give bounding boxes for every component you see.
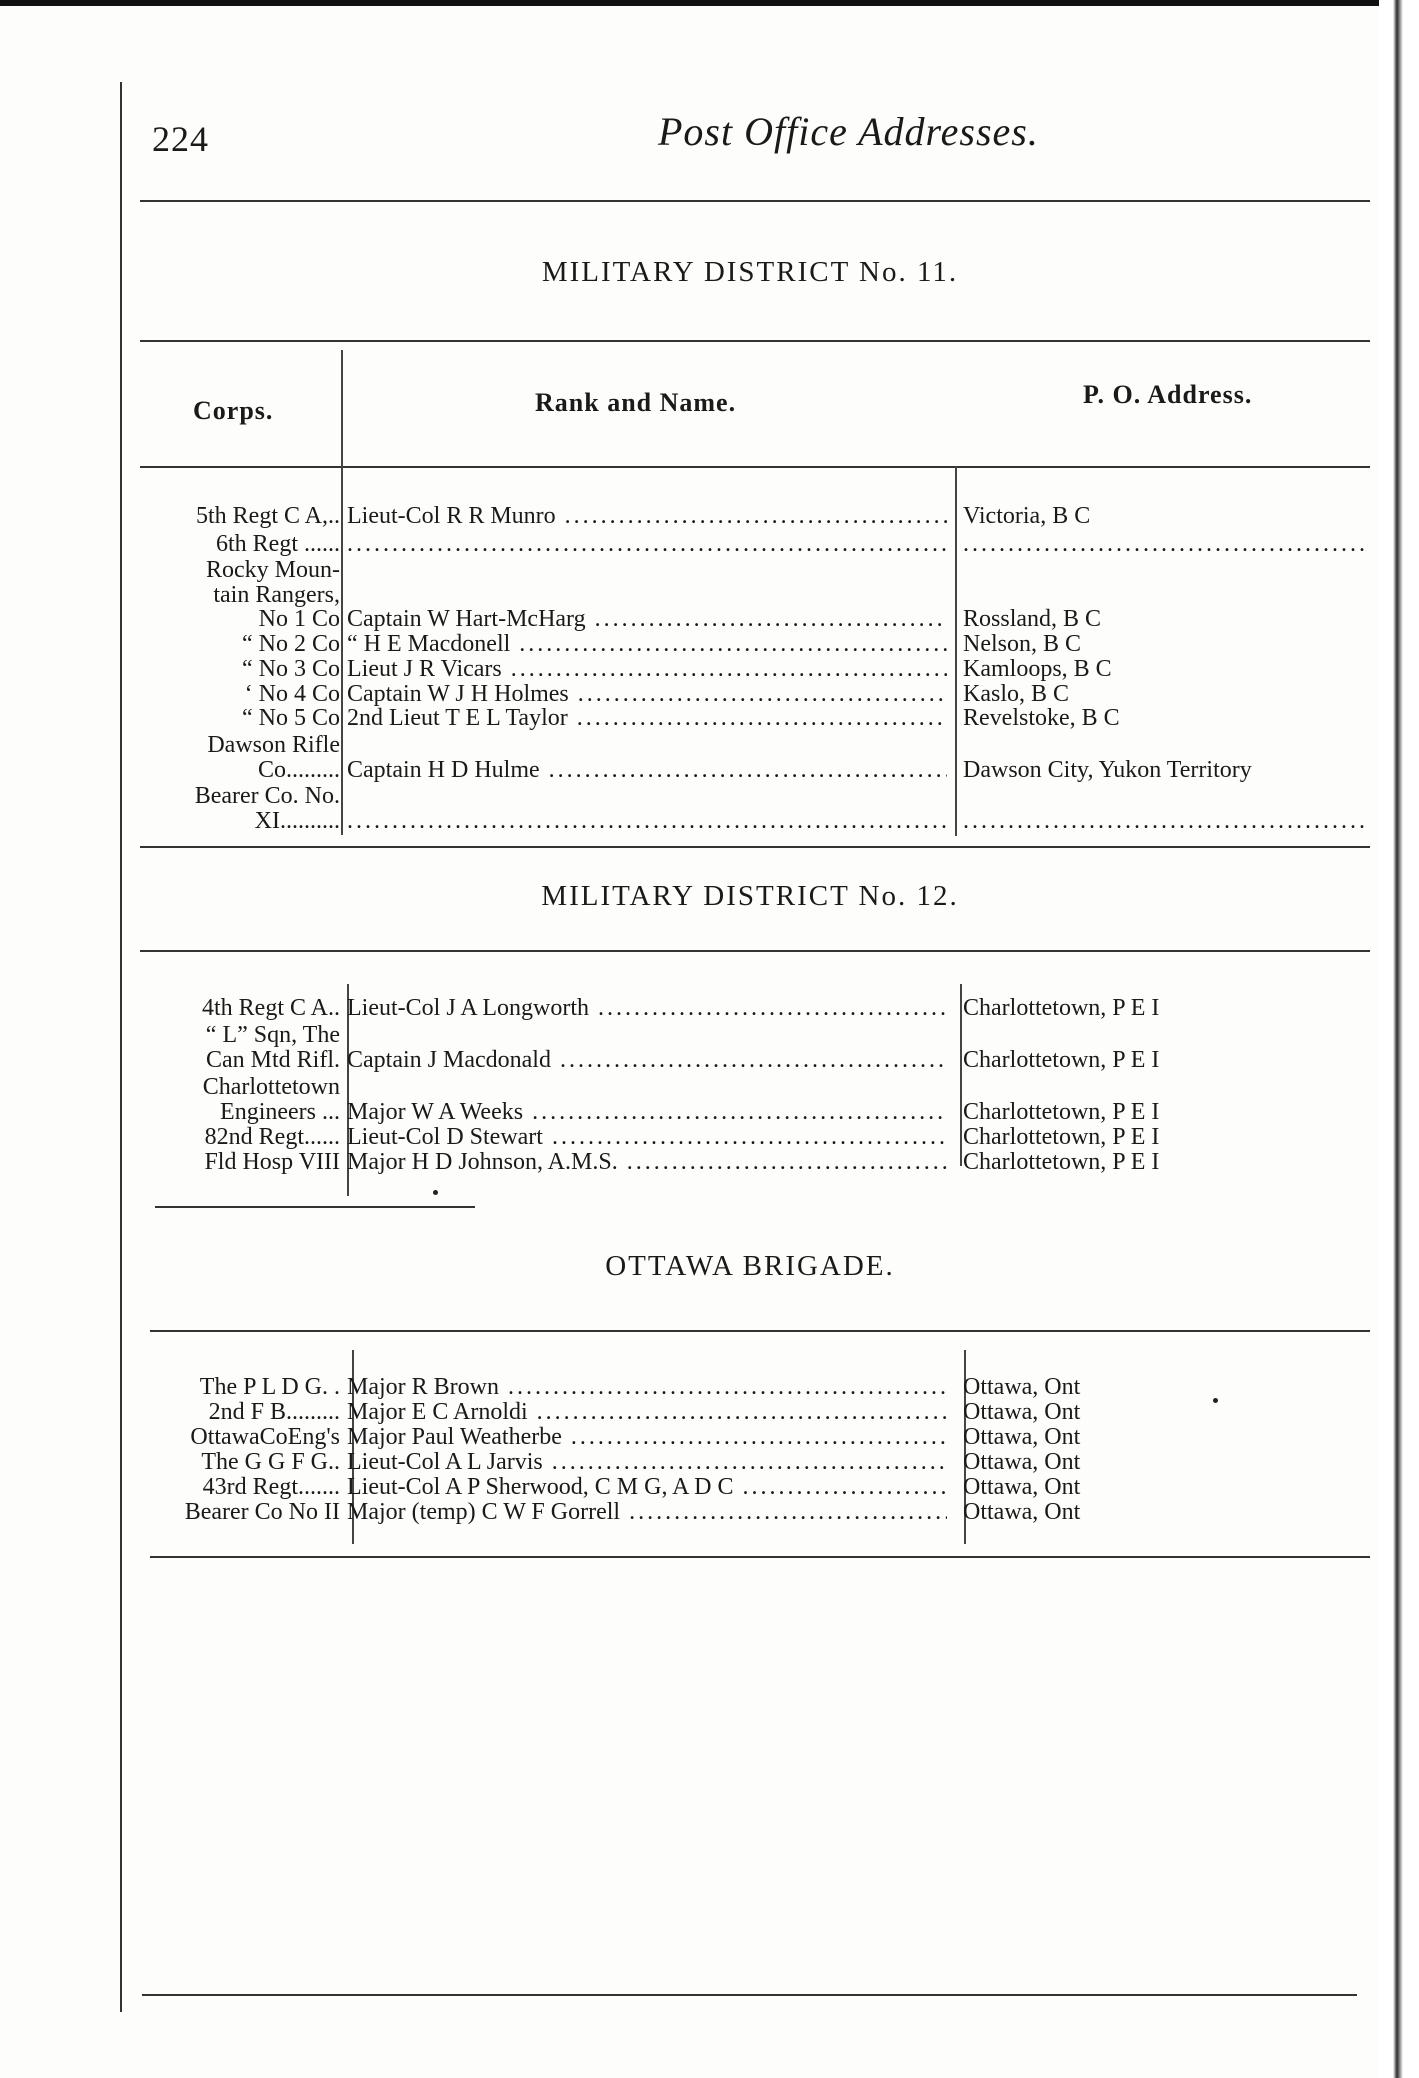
table-row <box>140 632 1368 657</box>
top-border <box>0 0 1419 6</box>
section-end-rule <box>155 1206 475 1208</box>
name-cell: Lieut-Col J A Longworth ..... <box>347 996 947 1021</box>
corps-cell: Co......... <box>257 758 340 783</box>
name-cell: Lieut-Col A L Jarvis ..... <box>347 1450 947 1475</box>
page-edge <box>1379 0 1419 2078</box>
section-title-district-11: MILITARY DISTRICT No. 11. <box>541 256 959 288</box>
address-cell: Charlottetown, P E I <box>963 1125 1160 1150</box>
name-cell: 2nd Lieut T E L Taylor ..... <box>347 706 947 731</box>
corps-cell: 82nd Regt...... <box>204 1125 340 1150</box>
corps-cell: Engineers ... <box>220 1100 340 1125</box>
address-cell: Ottawa, Ont <box>963 1450 1081 1475</box>
corps-cell: OttawaCoEng's <box>190 1425 340 1450</box>
name-cell: Major (temp) C W F Gorrell ..... <box>347 1500 947 1525</box>
address-cell: Charlottetown, P E I <box>963 996 1160 1021</box>
corps-cell: 6th Regt ...... <box>216 532 340 557</box>
name-cell: Major R Brown ..... <box>347 1375 947 1400</box>
column-head-po-address: P. O. Address. <box>1083 380 1253 409</box>
name-cell: Captain H D Hulme ..... <box>347 758 947 783</box>
table-top-rule <box>140 950 1370 952</box>
corps-cell: 43rd Regt....... <box>202 1475 340 1500</box>
name-cell: Captain J Macdonald ..... <box>347 1048 947 1073</box>
name-cell: “ H E Macdonell ..... <box>347 632 947 657</box>
corps-cell: Rocky Moun- <box>206 558 340 583</box>
address-cell: Dawson City, Yukon Territory <box>963 758 1252 783</box>
column-head-rule <box>140 466 1370 468</box>
corps-cell: Charlottetown <box>202 1075 340 1100</box>
address-cell: Ottawa, Ont <box>963 1400 1081 1425</box>
corps-cell: 4th Regt C A.. <box>201 996 340 1021</box>
ink-speck <box>433 1190 438 1195</box>
ink-speck <box>1213 1398 1218 1403</box>
table-row <box>140 1500 1368 1525</box>
table-row <box>140 1375 1368 1400</box>
corps-cell: “ No 2 Co <box>242 632 340 657</box>
corps-cell: “ L” Sqn, The <box>205 1023 340 1048</box>
table-row <box>140 1023 1368 1048</box>
address-cell <box>963 532 1368 557</box>
table-row <box>140 1450 1368 1475</box>
name-cell <box>347 532 947 557</box>
address-cell: Kamloops, B C <box>963 657 1112 682</box>
table-row <box>140 607 1368 632</box>
table-row <box>140 532 1368 557</box>
left-margin-rule <box>120 82 122 2012</box>
corps-cell: The P L D G. . <box>199 1375 340 1400</box>
table-row <box>140 1150 1368 1175</box>
section-end-rule <box>150 1556 1370 1558</box>
name-cell: Lieut-Col D Stewart ..... <box>347 1125 947 1150</box>
address-cell: Nelson, B C <box>963 632 1082 657</box>
name-cell: Lieut-Col A P Sherwood, C M G, A D C ..... <box>347 1475 947 1500</box>
table-row <box>140 1125 1368 1150</box>
table-row <box>140 758 1368 783</box>
page-number: 224 <box>152 119 209 159</box>
address-cell: Ottawa, Ont <box>963 1425 1081 1450</box>
section-end-rule <box>140 846 1370 848</box>
column-head-corps: Corps. <box>193 396 274 425</box>
table-row <box>140 657 1368 682</box>
name-cell: Captain W J H Holmes ..... <box>347 682 947 707</box>
name-cell: Major H D Johnson, A.M.S. ..... <box>347 1150 947 1175</box>
table-top-rule <box>150 1330 1370 1332</box>
table-row <box>140 1425 1368 1450</box>
table-row <box>140 682 1368 707</box>
table-row <box>140 996 1368 1021</box>
table-row <box>140 706 1368 731</box>
corps-cell: Can Mtd Rifl. <box>205 1048 340 1073</box>
address-cell: Ottawa, Ont <box>963 1375 1081 1400</box>
corps-cell: Dawson Rifle <box>207 733 340 758</box>
table-row <box>140 1475 1368 1500</box>
table-row <box>140 558 1368 583</box>
corps-cell: tain Rangers, <box>213 583 340 608</box>
corps-cell: Bearer Co. No. <box>194 784 340 809</box>
table-row <box>140 1400 1368 1425</box>
table-row <box>140 809 1368 834</box>
corps-cell: 2nd F B......... <box>208 1400 340 1425</box>
corps-cell: No 1 Co <box>258 607 340 632</box>
corps-cell: The G G F G.. <box>201 1450 340 1475</box>
corps-cell: Fld Hosp VIII <box>204 1150 340 1175</box>
corps-cell: ‘ No 4 Co <box>244 682 340 707</box>
address-cell: Charlottetown, P E I <box>963 1100 1160 1125</box>
name-cell: Major E C Arnoldi ..... <box>347 1400 947 1425</box>
address-cell: Charlottetown, P E I <box>963 1150 1160 1175</box>
address-cell: Charlottetown, P E I <box>963 1048 1160 1073</box>
address-cell: Victoria, B C <box>963 504 1091 529</box>
address-cell: Ottawa, Ont <box>963 1475 1081 1500</box>
section-title-ottawa-brigade: OTTAWA BRIGADE. <box>605 1250 895 1282</box>
address-cell: Revelstoke, B C <box>963 706 1120 731</box>
table-row <box>140 583 1368 608</box>
name-cell: Major Paul Weatherbe ..... <box>347 1425 947 1450</box>
address-cell: Rossland, B C <box>963 607 1102 632</box>
table-row <box>140 1048 1368 1073</box>
table-row <box>140 1075 1368 1100</box>
table-row <box>140 784 1368 809</box>
corps-cell: 5th Regt C A,.. <box>195 504 340 529</box>
table-top-rule <box>140 340 1370 342</box>
name-cell: Lieut-Col R R Munro ..... <box>347 504 947 529</box>
section-title-district-12: MILITARY DISTRICT No. 12. <box>541 880 959 912</box>
table-row <box>140 733 1368 758</box>
corps-cell: Bearer Co No II <box>184 1500 340 1525</box>
column-head-rank-name: Rank and Name. <box>535 388 737 417</box>
corps-cell: “ No 3 Co <box>242 657 340 682</box>
header-rule <box>140 200 1370 202</box>
address-cell <box>963 809 1368 834</box>
table-row <box>140 504 1368 529</box>
table-row <box>140 1100 1368 1125</box>
address-cell: Ottawa, Ont <box>963 1500 1081 1525</box>
name-cell: Lieut J R Vicars ..... <box>347 657 947 682</box>
name-cell: Captain W Hart-McHarg ..... <box>347 607 947 632</box>
corps-cell: “ No 5 Co <box>242 706 340 731</box>
running-head: Post Office Addresses. <box>658 109 1039 154</box>
name-cell <box>347 809 947 834</box>
corps-cell: XI.......... <box>254 809 340 834</box>
address-cell: Kaslo, B C <box>963 682 1070 707</box>
name-cell: Major W A Weeks ..... <box>347 1100 947 1125</box>
bottom-rule <box>142 1994 1357 1996</box>
